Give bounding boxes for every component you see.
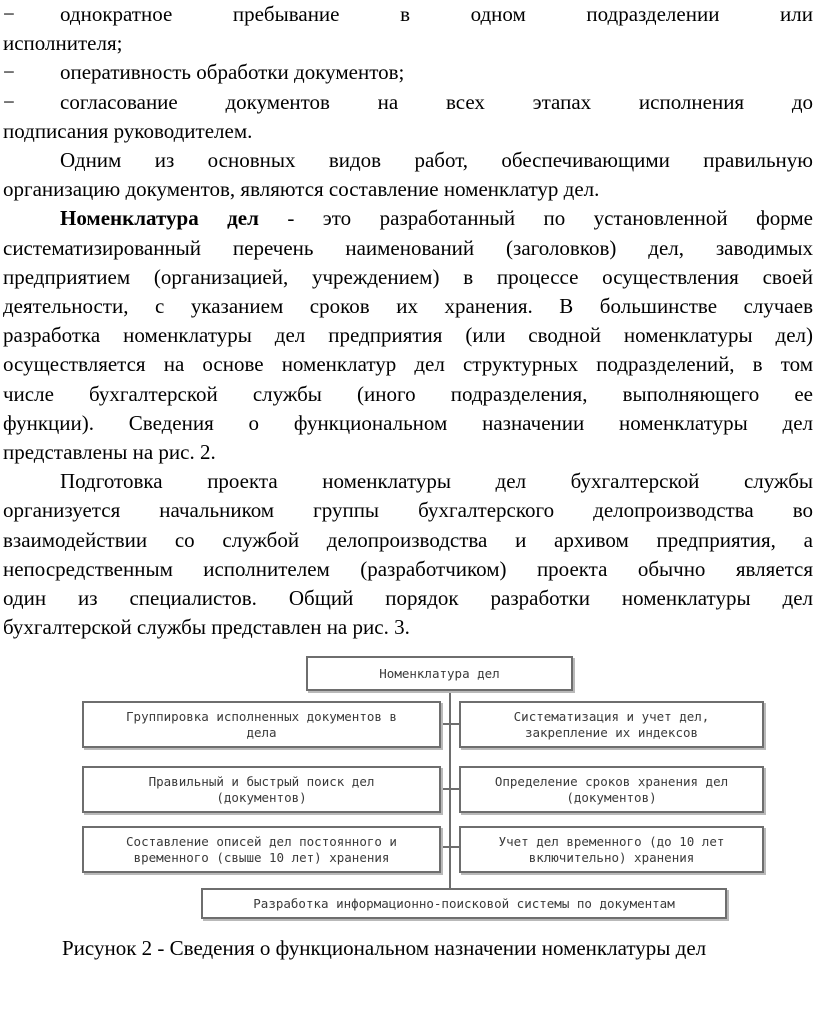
connector-left-2 (441, 788, 459, 790)
bullet-1-line-1: − однократное пребывание в одном подразделении или (3, 0, 813, 29)
para2-line-2: систематизированный перечень наименований (заголовков) дел, заводимых (3, 235, 813, 260)
figure-caption: Рисунок 2 - Сведения о функциональном назначении номенклатуры дел (62, 936, 707, 960)
box-nomenclature: Номенклатура дел (306, 656, 573, 691)
bullet-dash: − (3, 60, 15, 85)
bullet-3-line-1: − согласование документов на всех этапах исполнения до (3, 88, 813, 117)
bullet-dash: − (3, 89, 15, 114)
box-left-grouping: Группировка исполненных документов в дела (82, 701, 441, 748)
para2-line-3: предприятием (организацией, учреждением) в процессе осуществления своей (3, 264, 813, 289)
bullet-3-line-2: подписания руководителем. (3, 118, 253, 143)
para2-line-8: функции). Сведения о функциональном назначении номенклатуры дел (3, 410, 813, 435)
para3-line-3: взаимодействии со службой делопроизводства и архивом предприятия, а (3, 527, 813, 552)
para2-line-9: представлены на рис. 2. (3, 440, 216, 465)
bullet-1-line-2: исполнителя; (3, 31, 123, 56)
box-right-systematization: Систематизация и учет дел, закрепление их индексов (459, 701, 764, 748)
para2-line-6: осуществляется на основе номенклатур дел структурных подразделений, в том (3, 352, 813, 377)
para1-line-2: организацию документов, являются составление номенклатур дел. (3, 177, 600, 202)
para2-line-4: деятельности, с указанием сроков их хранения. В большинстве случаев (3, 294, 813, 319)
box-info-search-system: Разработка информационно-поисковой системы по документам (201, 888, 727, 919)
box-left-inventories: Составление описей дел постоянного и временного (свыше 10 лет) хранения (82, 826, 441, 873)
box-right-storage-terms: Определение сроков хранения дел (документов) (459, 766, 764, 813)
para2-line-7: числе бухгалтерской службы (иного подразделения, выполняющего ее (3, 381, 813, 406)
connector-left-1 (441, 723, 459, 725)
connector-spine (449, 700, 451, 890)
term-nomenclature: Номенклатура дел (60, 206, 259, 231)
para2-line-5: разработка номенклатуры дел предприятия (или сводной номенклатуры дел) (3, 323, 813, 348)
para3-line-6: бухгалтерской службы представлен на рис. 3. (3, 615, 410, 640)
bullet-dash: − (3, 2, 15, 26)
box-left-search: Правильный и быстрый поиск дел (документов) (82, 766, 441, 813)
para3-line-4: непосредственным исполнителем (разработчиком) проекта обычно является (3, 556, 813, 581)
para3-line-5: один из специалистов. Общий порядок разработки номенклатуры дел (3, 586, 813, 611)
connector-left-3 (441, 846, 459, 848)
para1-line-1: Одним из основных видов работ, обеспечивающими правильную (60, 148, 813, 173)
bullet-2: − оперативность обработки документов; (3, 58, 813, 87)
para3-line-1: Подготовка проекта номенклатуры дел бухгалтерской службы (60, 469, 813, 494)
para2-line-1: Номенклатура дел - это разработанный по установленной форме (60, 206, 813, 231)
para3-line-2: организуется начальником группы бухгалтерского делопроизводства во (3, 498, 813, 523)
box-right-temporary-storage: Учет дел временного (до 10 лет включительно) хранения (459, 826, 764, 873)
